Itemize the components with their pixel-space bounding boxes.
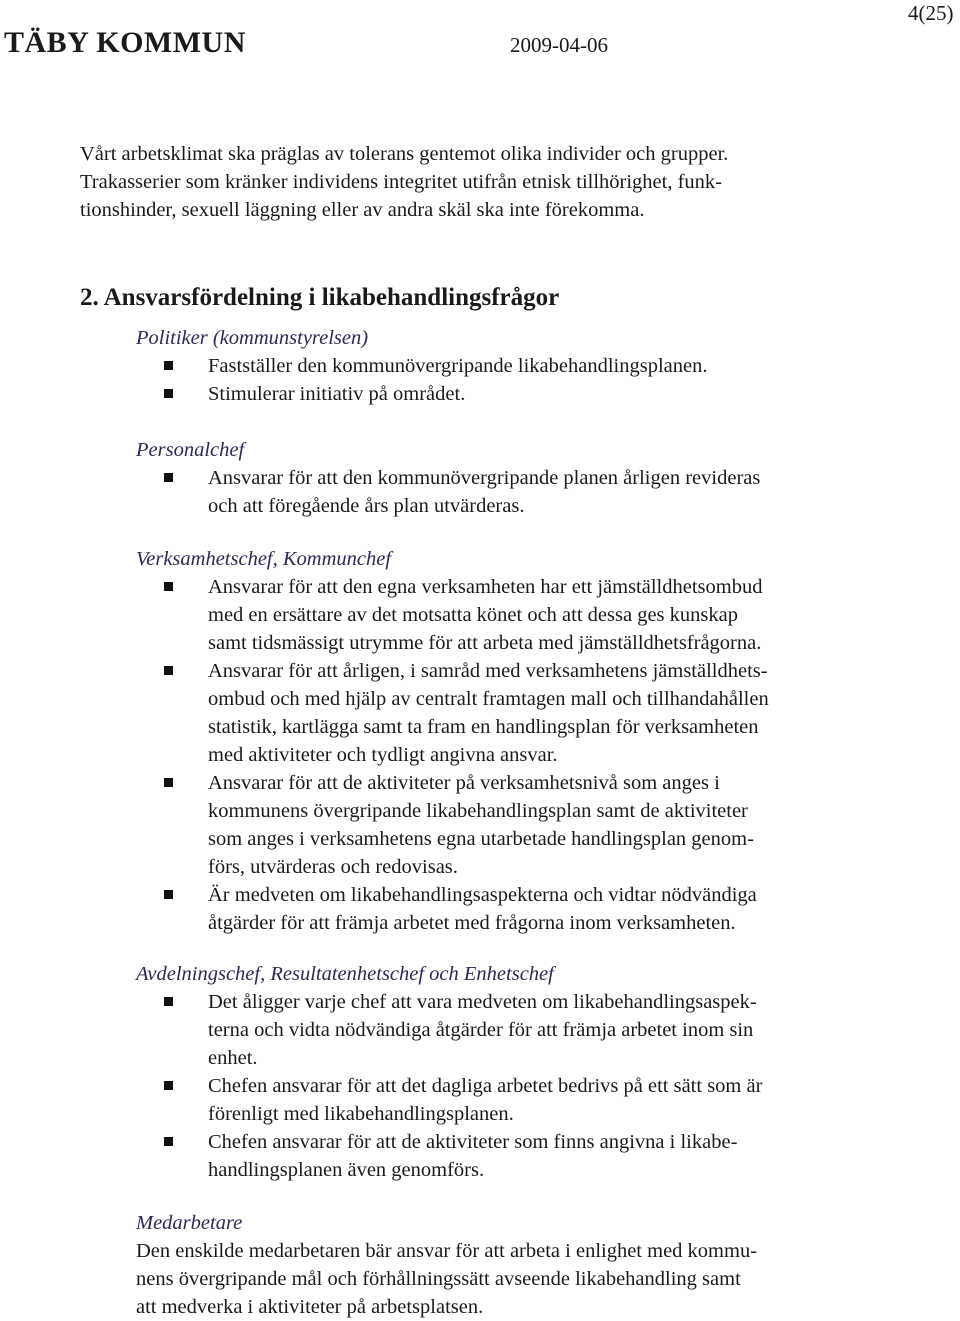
- bullet-icon: [164, 778, 173, 787]
- item-line: Chefen ansvarar för att de aktiviteter som finns angivna i likabe-: [208, 1131, 738, 1153]
- body-line: Den enskilde medarbetaren bär ansvar för att arbeta i enlighet med kommu-: [136, 1240, 758, 1262]
- item-line: Ansvarar för att den kommunövergripande planen årligen revideras: [208, 467, 761, 489]
- bullet-icon: [164, 1081, 173, 1090]
- item-line: med en ersättare av det motsatta könet och att dessa ges kunskap: [208, 604, 738, 626]
- page-number: 4(25): [908, 1, 954, 25]
- medarbetare-block: [136, 1209, 757, 1321]
- organization-name: TÄBY KOMMUN: [4, 26, 246, 59]
- role-title: Personalchef: [136, 439, 245, 461]
- verksamhetschef-block: [136, 545, 769, 937]
- bullet-icon: [164, 1137, 173, 1146]
- item-line: enhet.: [208, 1047, 258, 1069]
- intro-paragraph: [80, 140, 728, 224]
- item-line: Är medveten om likabehandlingsaspekterna och vidtar nödvändiga: [208, 884, 757, 906]
- list-item: [136, 769, 769, 881]
- bullet-icon: [164, 666, 173, 675]
- intro-line: tionshinder, sexuell läggning eller av andra skäl ska inte förekomma.: [80, 199, 645, 221]
- role-title: Avdelningschef, Resultatenhetschef och Enhetschef: [136, 963, 554, 985]
- list-item: [136, 464, 760, 520]
- body-line: nens övergripande mål och förhållningssätt avseende likabehandling samt: [136, 1268, 741, 1290]
- item-line: Ansvarar för att årligen, i samråd med verksamhetens jämställdhets-: [208, 660, 768, 682]
- list-item: [136, 881, 769, 937]
- item-line: Chefen ansvarar för att det dagliga arbetet bedrivs på ett sätt som är: [208, 1075, 763, 1097]
- item-line: Det åligger varje chef att vara medveten om likabehandlingsaspek-: [208, 991, 757, 1013]
- personalchef-block: [136, 436, 760, 520]
- item-line: med aktiviteter och tydligt angivna ansvar.: [208, 744, 558, 766]
- list-item: [136, 573, 769, 657]
- item-line: förs, utvärderas och redovisas.: [208, 856, 458, 878]
- bullet-icon: [164, 473, 173, 482]
- list-item: [136, 380, 707, 408]
- item-line: statistik, kartlägga samt ta fram en handlingsplan för verksamheten: [208, 716, 759, 738]
- item-line: som anges i verksamhetens egna utarbetade handlingsplan genom-: [208, 828, 754, 850]
- document-date: 2009-04-06: [510, 33, 608, 57]
- intro-line: Vårt arbetsklimat ska präglas av tolerans gentemot olika individer och grupper.: [80, 143, 729, 165]
- list-item: [136, 988, 762, 1072]
- role-title: Politiker (kommunstyrelsen): [136, 327, 369, 349]
- body-line: att medverka i aktiviteter på arbetsplatsen.: [136, 1296, 484, 1318]
- section-heading: 2. Ansvarsfördelning i likabehandlingsfrågor: [80, 284, 560, 311]
- bullet-icon: [164, 389, 173, 398]
- item-line: och att föregående års plan utvärderas.: [208, 495, 525, 517]
- item-line: Ansvarar för att den egna verksamheten har ett jämställdhetsombud: [208, 576, 763, 598]
- list-item: [136, 352, 707, 380]
- intro-line: Trakasserier som kränker individens integritet utifrån etnisk tillhörighet, funk-: [80, 171, 723, 193]
- bullet-icon: [164, 890, 173, 899]
- item-line: handlingsplanen även genomförs.: [208, 1159, 485, 1181]
- item-line: Fastställer den kommunövergripande likabehandlingsplanen.: [208, 355, 708, 377]
- bullet-icon: [164, 997, 173, 1006]
- bullet-icon: [164, 582, 173, 591]
- item-line: kommunens övergripande likabehandlingsplan samt de aktiviteter: [208, 800, 748, 822]
- bullet-icon: [164, 361, 173, 370]
- item-line: åtgärder för att främja arbetet med frågorna inom verksamheten.: [208, 912, 736, 934]
- list-item: [136, 1072, 762, 1128]
- politiker-block: [136, 324, 707, 408]
- item-line: samt tidsmässigt utrymme för att arbeta med jämställdhetsfrågorna.: [208, 632, 762, 654]
- item-line: Ansvarar för att de aktiviteter på verksamhetsnivå som anges i: [208, 772, 720, 794]
- avdelningschef-block: [136, 960, 762, 1184]
- item-line: förenligt med likabehandlingsplanen.: [208, 1103, 514, 1125]
- role-title: Medarbetare: [136, 1212, 243, 1234]
- item-line: Stimulerar initiativ på området.: [208, 383, 466, 405]
- list-item: [136, 1128, 762, 1184]
- item-line: terna och vidta nödvändiga åtgärder för att främja arbetet inom sin: [208, 1019, 754, 1041]
- role-title: Verksamhetschef, Kommunchef: [136, 548, 392, 570]
- list-item: [136, 657, 769, 769]
- item-line: ombud och med hjälp av centralt framtagen mall och tillhandahållen: [208, 688, 769, 710]
